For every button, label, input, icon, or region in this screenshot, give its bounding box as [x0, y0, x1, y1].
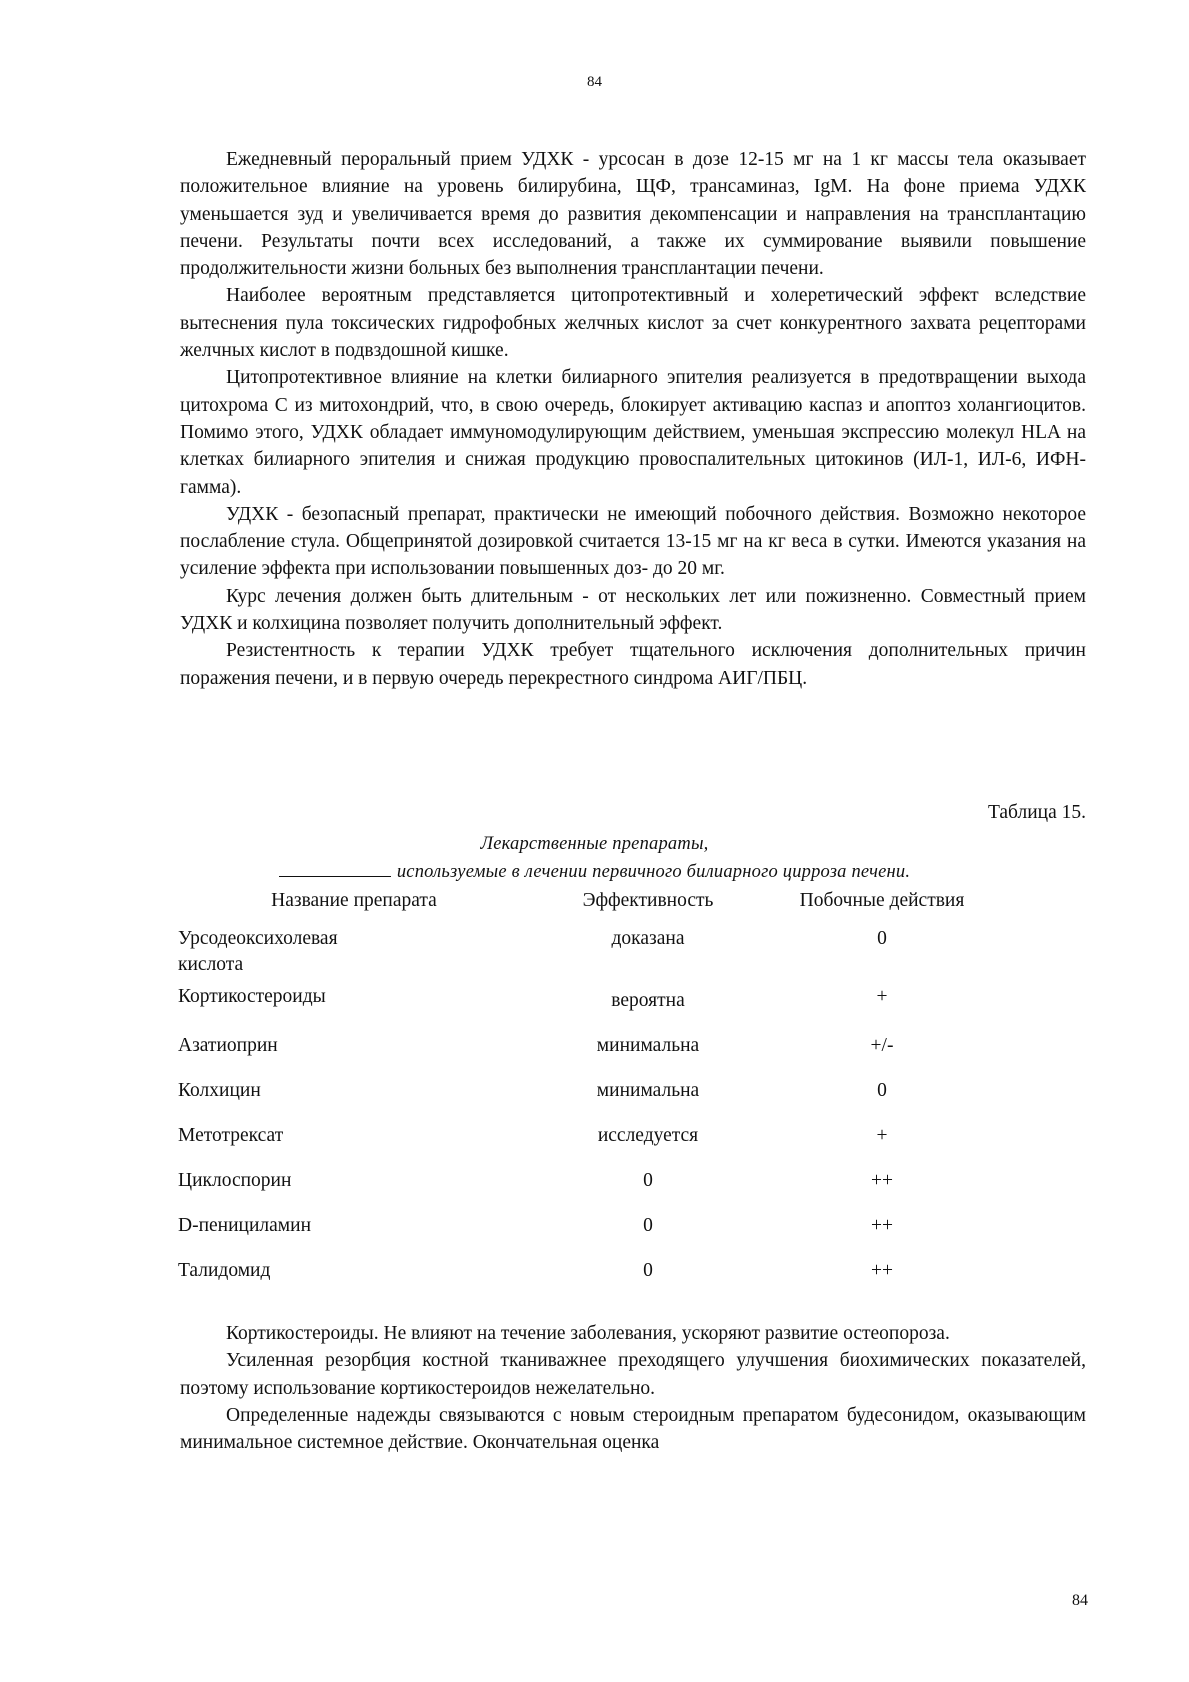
paragraph: Курс лечения должен быть длительным - от нескольких лет или пожизненно. Совместный прием УДХК и колхицина позволяет получить дополнительный эффект. [180, 585, 1086, 635]
table-title [0, 830, 1189, 886]
drug-side-effects: ++ [871, 1170, 893, 1191]
lower-text [180, 1320, 1086, 1456]
paragraph: Наиболее вероятным представляется цитопротективный и холеретический эффект вследствие вытеснения пула токсических гидрофобных желчных кислот за счет конкурентного захвата рецепторами желчных кислот в подвздошной кишке. [180, 285, 1086, 362]
drug-side-effects: ++ [871, 1260, 893, 1281]
page-number-bottom: 84 [1072, 1592, 1088, 1609]
table-header-row [178, 886, 998, 926]
drug-name: Кортикостероиды [178, 986, 326, 1007]
drug-efficacy: минимальна [596, 1035, 700, 1056]
drug-name: Азатиоприн [178, 1035, 278, 1056]
drug-side-effects: 0 [877, 1080, 887, 1101]
drug-efficacy: 0 [643, 1260, 653, 1281]
header-name: Название препарата [271, 890, 437, 911]
paragraph: УДХК - безопасный препарат, практически не имеющий побочного действия. Возможно некоторое послабление стула. Общепринятой дозировкой считается 13-15 мг на кг веса в сутки. Имеются указания на усиление эффекта при использовании повышенных доз- до 20 мг. [180, 503, 1086, 580]
drug-side-effects: ++ [871, 1215, 893, 1236]
header-efficacy: Эффективность [582, 890, 714, 911]
table-caption: Таблица 15. [987, 802, 1086, 823]
table-title-line2-wrapper [0, 858, 1189, 886]
drug-table [178, 886, 998, 1303]
header-side-effects: Побочные действия [799, 890, 965, 911]
drug-efficacy: 0 [643, 1170, 653, 1191]
drug-efficacy: минимальна [596, 1080, 700, 1101]
table-title-line1: Лекарственные препараты, [480, 834, 709, 854]
drug-name: Циклоспорин [178, 1170, 292, 1191]
paragraph: Резистентность к терапии УДХК требует тщательного исключения дополнительных причин поражения печени, и в первую очередь перекрестного синдрома АИГ/ПБЦ. [180, 640, 1086, 689]
drug-name: Талидомид [178, 1260, 271, 1281]
table-row [178, 984, 998, 1033]
body-text [180, 146, 1086, 692]
paragraph: Кортикостероиды. Не влияют на течение заболевания, ускоряют развитие остеопороза. [226, 1323, 950, 1344]
table-row [178, 926, 998, 984]
table-row [178, 1033, 998, 1078]
drug-name: Урсодеоксихолевая кислота [178, 928, 338, 975]
drug-side-effects: 0 [877, 928, 887, 949]
drug-efficacy: исследуется [597, 1125, 699, 1146]
paragraph: Цитопротективное влияние на клетки билиарного эпителия реализуется в предотвращении выхода цитохрома С из митохондрий, что, в свою очередь, блокирует активацию каспаз и апоптоз холангиоцитов. Помимо этого, УДХК обладает иммуномодулирующим действием, уменьшая экспрессию молекул HLA на клетках билиарного эпителия и снижая продукцию провоспалительных цитокинов (ИЛ-1, ИЛ-6, ИФН-гамма). [180, 367, 1086, 498]
drug-side-effects: +/- [870, 1035, 894, 1056]
table-row [178, 1078, 998, 1123]
table-row [178, 1213, 998, 1258]
paragraph: Усиленная резорбция костной тканиважнее преходящего улучшения биохимических показателей, поэтому использование кортикостероидов нежелательно. [180, 1350, 1086, 1399]
table-row [178, 1258, 998, 1303]
drug-name: Колхицин [178, 1080, 261, 1101]
table-title-line2: используемые в лечении первичного билиарного цирроза печени. [396, 862, 911, 882]
drug-side-effects: + [876, 1125, 888, 1146]
table-row [178, 1123, 998, 1168]
table-row [178, 1168, 998, 1213]
paragraph: Определенные надежды связываются с новым стероидным препаратом будесонидом, оказывающим минимальное системное действие. Окончательная оценка [180, 1404, 1086, 1454]
drug-efficacy: доказана [611, 928, 685, 949]
drug-name: Метотрексат [178, 1125, 284, 1146]
page-number-top: 84 [587, 74, 602, 90]
drug-name: D-пенициламин [178, 1215, 312, 1236]
drug-efficacy: вероятна [611, 990, 685, 1011]
drug-side-effects: + [876, 986, 888, 1007]
drug-efficacy: 0 [643, 1215, 653, 1236]
underline-stub [279, 875, 391, 877]
paragraph: Ежедневный пероральный прием УДХК - урсосан в дозе 12-15 мг на 1 кг массы тела оказывает положительное влияние на уровень билирубина, ЩФ, трансаминаз, IgM. На фоне приема УДХК уменьшается зуд и увеличивается время до развития декомпенсации и направления на трансплантацию печени. Результаты почти всех исследований, а также их суммирование выявили повышение продолжительности жизни больных без выполнения трансплантации печени. [180, 149, 1086, 280]
